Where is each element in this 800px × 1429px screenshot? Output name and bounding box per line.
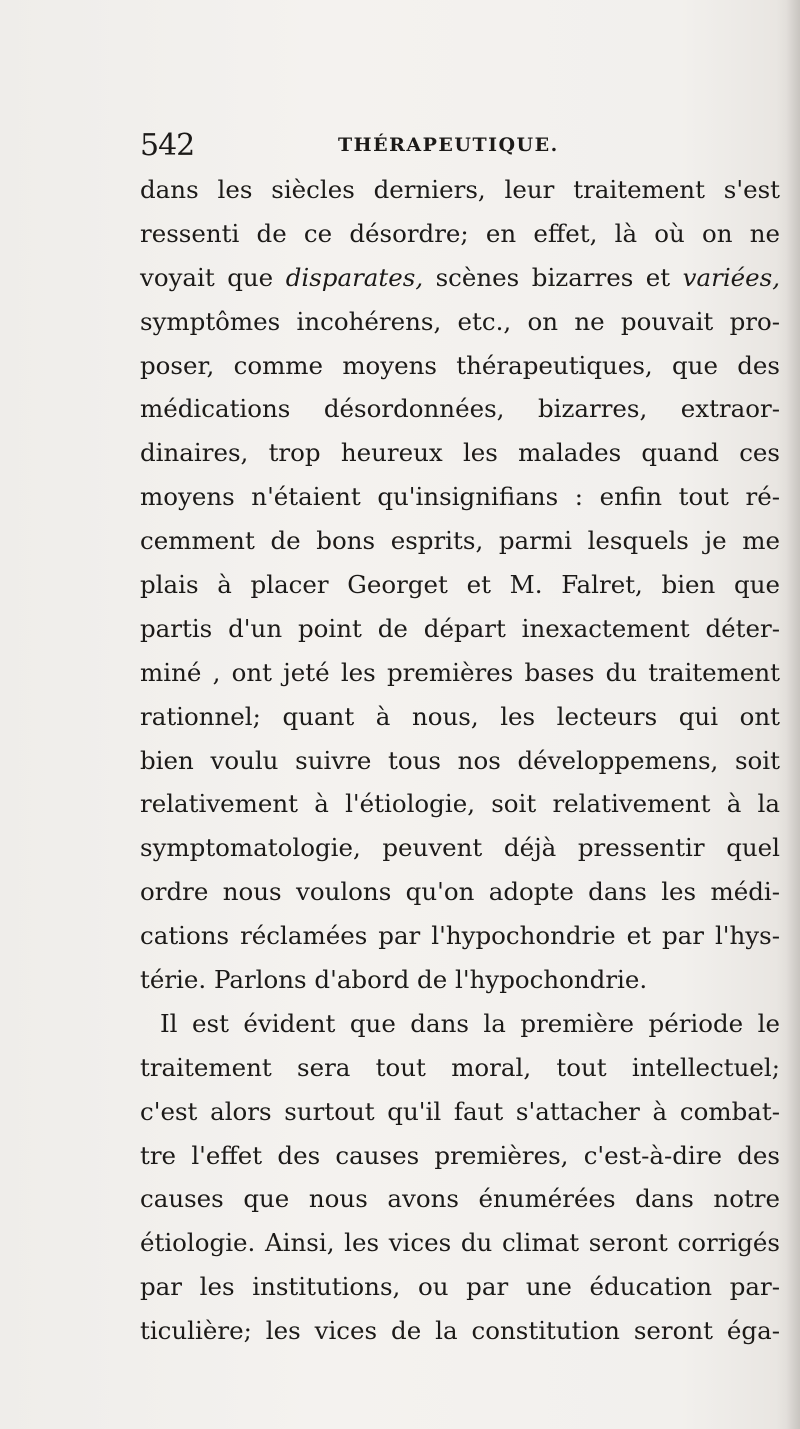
text-line: causes que nous avons énumérées dans notre bbox=[140, 1184, 780, 1214]
text-line: traitement sera tout moral, tout intellectuel; bbox=[140, 1052, 780, 1082]
text-line: dans les siècles derniers, leur traitement s'est bbox=[140, 175, 780, 204]
text-line: ticulière; les vices de la constitution seront éga- bbox=[140, 1316, 780, 1346]
paragraph-start-line: Il est évident que dans la première période le bbox=[160, 1008, 780, 1038]
text-line-with-italics bbox=[140, 256, 780, 300]
text-line: miné , ont jeté les premières bases du traitement bbox=[140, 657, 780, 687]
page-number: 542 bbox=[140, 128, 195, 163]
text-line: c'est alors surtout qu'il faut s'attacher à combat- bbox=[140, 1096, 780, 1126]
italic-term: variées, bbox=[682, 262, 781, 292]
italic-term: disparates, bbox=[285, 262, 424, 292]
text-line: bien voulu suivre tous nos développemens, soit bbox=[140, 745, 780, 775]
text-line: médications désordonnées, bizarres, extraor- bbox=[140, 394, 780, 424]
text-line: relativement à l'étiologie, soit relativement à la bbox=[140, 789, 780, 819]
text-line: plais à placer Georget et M. Falret, bien que bbox=[140, 570, 780, 600]
text-line: cations réclamées par l'hypochondrie et par l'hys- bbox=[140, 921, 780, 951]
text-line: par les institutions, ou par une éducation par- bbox=[140, 1272, 780, 1302]
text-line: cemment de bons esprits, parmi lesquels je me bbox=[140, 526, 780, 556]
text-line: ordre nous voulons qu'on adopte dans les médi- bbox=[140, 877, 780, 907]
text-line: symptomatologie, peuvent déjà pressentir quel bbox=[140, 833, 780, 863]
text-segment: voyait que bbox=[140, 262, 286, 292]
text-line: tre l'effet des causes premières, c'est-à-dire des bbox=[140, 1140, 780, 1170]
text-line: dinaires, trop heureux les malades quand ces bbox=[140, 438, 780, 468]
text-line: moyens n'étaient qu'insignifians : enfin tout ré- bbox=[140, 482, 780, 512]
text-line: poser, comme moyens thérapeutiques, que des bbox=[140, 350, 780, 380]
page-edge-shadow bbox=[786, 0, 800, 1429]
text-line: partis d'un point de départ inexactement déter- bbox=[140, 613, 780, 643]
body-text bbox=[140, 168, 780, 1353]
page-header bbox=[140, 128, 660, 168]
text-line: rationnel; quant à nous, les lecteurs qui ont bbox=[140, 701, 780, 731]
text-line: ressenti de ce désordre; en effet, là où on ne bbox=[140, 218, 780, 248]
text-line: étiologie. Ainsi, les vices du climat seront corrigés bbox=[140, 1228, 780, 1258]
running-title: THÉRAPEUTIQUE. bbox=[338, 134, 559, 156]
paragraph-end-line: térie. Parlons d'abord de l'hypochondrie. bbox=[140, 965, 648, 995]
text-segment: scènes bizarres et bbox=[423, 262, 683, 292]
text-line: symptômes incohérens, etc., on ne pouvait pro- bbox=[140, 306, 780, 336]
